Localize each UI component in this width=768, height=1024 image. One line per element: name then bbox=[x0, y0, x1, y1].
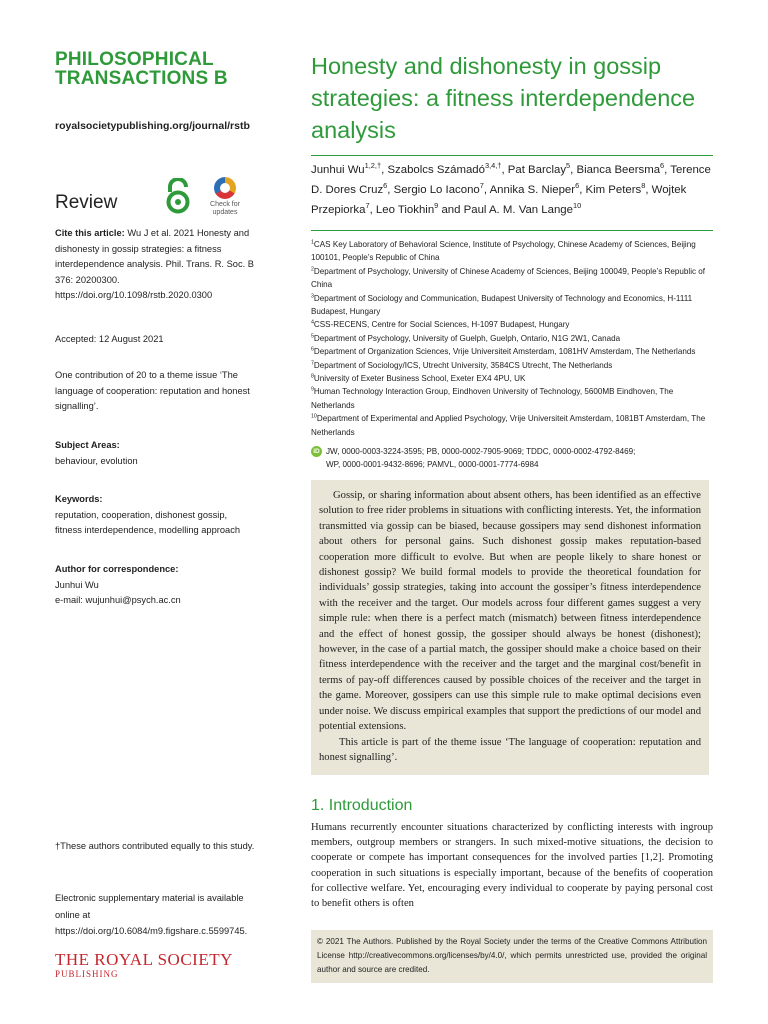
correspondence-label: Author for correspondence: bbox=[55, 564, 179, 574]
publisher-line2: PUBLISHING bbox=[55, 969, 119, 979]
authors-line: Junhui $Wu^{1,2,\dagger}$, Szabolcs Számadó$^{3,4,\dagger}$, Pat Barclay$^5$, Bianca Beersma$^6$, Terence D. Dores Cruz$^6$, Sergio Lo Iacono$^7$, Annika S. Nieper$^6$, Kim Peters$^8$, Wojtek Przepiorka$^7$, Leo Tiokhin$^9$ and Paul A. M. Van Lange$^{10}$ bbox=[311, 161, 711, 216]
affiliation-item bbox=[311, 318, 716, 331]
equal-contribution-footnote: †These authors contributed equally to this study. bbox=[55, 841, 255, 851]
journal-name bbox=[55, 50, 265, 88]
affiliation-number: 4 bbox=[311, 319, 314, 326]
subject-label: Subject Areas: bbox=[55, 440, 120, 450]
abstract-theme-note: This article is part of the theme issue ‘The language of cooperation: reputation and honest signalling’. bbox=[319, 736, 701, 763]
orcid-icon: iD bbox=[311, 446, 322, 457]
affiliation-item bbox=[311, 238, 716, 265]
affiliation-number: 6 bbox=[311, 346, 314, 353]
affiliation-item bbox=[311, 332, 716, 345]
journal-name-line1: PHILOSOPHICAL bbox=[55, 49, 214, 70]
journal-url-link[interactable]: royalsocietypublishing.org/journal/rstb bbox=[55, 120, 250, 132]
abstract-box bbox=[311, 480, 709, 775]
cite-text: Wu J et al. 2021 Honesty and dishonesty in gossip strategies: a fitness interdependence analysis. Phil. Trans. R. Soc. B 376: 20200300. bbox=[55, 228, 254, 285]
affiliation-number: 7 bbox=[311, 359, 314, 366]
affiliation-number: 8 bbox=[311, 373, 314, 380]
supplementary-material-note: Electronic supplementary material is available online at https://doi.org/10.6084/m9.figshare.c.5599745. bbox=[55, 893, 248, 936]
correspondence-email-link[interactable]: e-mail: wujunhui@psych.ac.cn bbox=[55, 595, 181, 605]
affiliation-item bbox=[311, 292, 716, 319]
accepted-date: Accepted: 12 August 2021 bbox=[55, 334, 164, 344]
article-title: Honesty and dishonesty in gossip strategies: a fitness interdependence analysis bbox=[311, 53, 696, 143]
affiliation-item bbox=[311, 345, 716, 358]
affiliation-text: Department of Organization Sciences, Vrije Universiteit Amsterdam, 1081HV Amsterdam, The Netherlands bbox=[313, 347, 696, 357]
affiliation-item bbox=[311, 265, 716, 292]
affiliations-list bbox=[311, 238, 716, 439]
authors-divider bbox=[311, 230, 713, 231]
keywords bbox=[55, 492, 255, 539]
affiliation-text: Human Technology Interaction Group, Eindhoven University of Technology, 5600MB Eindhoven, The Netherlands bbox=[311, 387, 674, 410]
title-divider bbox=[311, 155, 713, 156]
subject-areas bbox=[55, 438, 255, 469]
keywords-label: Keywords: bbox=[55, 494, 103, 504]
affiliation-text: CAS Key Laboratory of Behavioral Science, Institute of Psychology, Chinese Academy of Sciences, Beijing 100101, People’s Republic of China bbox=[311, 240, 696, 263]
orcid-line2[interactable]: WP, 0000-0001-9432-8696; PAMVL, 0000-0001-7774-6984 bbox=[326, 460, 539, 470]
affiliation-item bbox=[311, 372, 716, 385]
subject-text: behaviour, evolution bbox=[55, 455, 138, 466]
introduction-text: Humans recurrently encounter situations characterized by conflicting interests with ingroup members, outgroup members or strangers. In such mixed-motive situations, the decision to cooperate or compete has important consequences for the involved parties [1,2]. Promoting cooperation in such situations is especially important, because of the benefits of cooperation for collective welfare. Yet, encouraging every individual to cooperate by paying personal cost to benefit others is often bbox=[311, 822, 713, 910]
affiliation-number: 1 bbox=[311, 239, 314, 246]
citation-block bbox=[55, 226, 255, 304]
article-type: Review bbox=[55, 192, 118, 213]
check-updates-label: Check for updates bbox=[210, 201, 240, 216]
correspondence-name: Junhui Wu bbox=[55, 579, 99, 590]
affiliation-item bbox=[311, 359, 716, 372]
affiliation-number: 10 bbox=[311, 413, 317, 420]
affiliation-text: Department of Sociology and Communication, Budapest University of Technology and Economics, H-1111 Budapest, Hungary bbox=[311, 293, 693, 317]
affiliation-number: 9 bbox=[311, 386, 314, 393]
orcid-line1[interactable]: JW, 0000-0003-3224-3595; PB, 0000-0002-7905-9069; TDDC, 0000-0002-4792-8469; bbox=[326, 447, 636, 456]
affiliation-number: 2 bbox=[311, 266, 314, 273]
check-for-updates-button[interactable] bbox=[206, 177, 244, 217]
affiliation-text: Department of Experimental and Applied Psychology, Vrije Universiteit Amsterdam, 1081BT Amsterdam, The Netherlands bbox=[311, 414, 706, 437]
affiliation-text: CSS-RECENS, Centre for Social Sciences, H-1097 Budapest, Hungary bbox=[313, 320, 570, 330]
correspondence bbox=[55, 562, 255, 609]
affiliation-text: University of Exeter Business School, Exeter EX4 4PU, UK bbox=[313, 374, 526, 384]
abstract-paragraph: Gossip, or sharing information about absent others, has been identified as an effective solution to free rider problems in situations with conflicting interests. Yet, the information transmitted via gossip can be biased, because gossipers may send dishonest information about others for personal gains. Such dishonest gossip makes reputation-based cooperation more difficult to evolve. But when are people likely to share honest or dishonest gossip? We build formal models to provide the theoretical foundation for individuals’ gossip strategies, taking into account the gossiper’s fitness interdependence with the receiver and the target. Our models across four different games suggest a very simple rule: when there is a perfect match (mismatch) between fitness interdependence and the effect of honest gossip, the gossiper should always be honest (dishonest); however, in the case of a partial match, the gossiper should make a choice based on their fitness interdependence with the receiver and the target and the marginal cost/benefit in terms of pay-off differences caused by possible choices of the receiver and the target in the game. Moreover, gossipers can use this simple rule to make optimal decisions even under noise. We discuss empirical examples that support the predictions of our model and potential extensions. bbox=[319, 490, 701, 733]
cite-label: Cite this article: bbox=[55, 228, 125, 238]
theme-issue-note: One contribution of 20 to a theme issue ‘The language of cooperation: reputation and honest signalling’. bbox=[55, 370, 250, 411]
affiliation-number: 3 bbox=[311, 292, 314, 299]
orcid-block bbox=[311, 445, 716, 472]
affiliation-text: Department of Psychology, University of Guelph, Guelph, Ontario, N1G 2W1, Canada bbox=[313, 333, 621, 343]
journal-name-line2: TRANSACTIONS B bbox=[55, 68, 228, 89]
keywords-text: reputation, cooperation, dishonest gossip, fitness interdependence, modelling approach bbox=[55, 509, 241, 535]
check-updates-icon bbox=[214, 177, 236, 199]
section-heading-introduction: 1. Introduction bbox=[311, 797, 413, 814]
royal-society-logo bbox=[55, 951, 255, 979]
affiliation-item bbox=[311, 412, 716, 439]
open-access-icon bbox=[164, 178, 192, 214]
author-list bbox=[311, 160, 716, 220]
affiliation-number: 5 bbox=[311, 333, 314, 340]
cite-doi-link[interactable]: https://doi.org/10.1098/rstb.2020.0300 bbox=[55, 290, 213, 300]
affiliation-text: Department of Psychology, University of Chinese Academy of Sciences, Beijing 100049, People’s Republic of China bbox=[311, 266, 706, 290]
affiliation-item bbox=[311, 385, 716, 412]
affiliation-text: Department of Sociology/ICS, Utrecht University, 3584CS Utrecht, The Netherlands bbox=[313, 360, 613, 370]
license-box: © 2021 The Authors. Published by the Royal Society under the terms of the Creative Commons Attribution License http://creativecommons.org/licenses/by/4.0/, which permits unrestricted use, provided the original author and source are credited. bbox=[311, 930, 713, 983]
publisher-line1: THE ROYAL SOCIETY bbox=[55, 950, 233, 969]
